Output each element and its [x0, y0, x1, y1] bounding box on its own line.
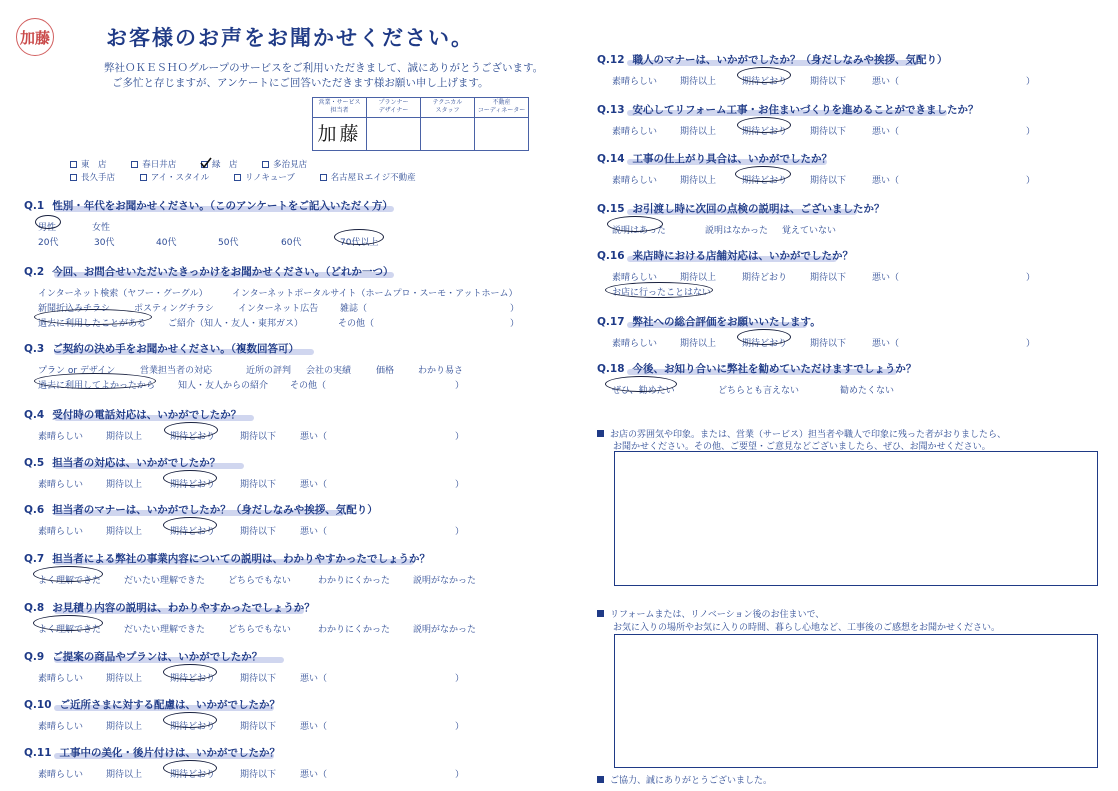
selected-answer-circle [334, 229, 384, 245]
question-text: 担当者の対応は、いかがでしたか？ [52, 457, 221, 469]
question-number: Q.12 [597, 54, 625, 66]
question-text: 職人のマナーは、いかがでしたか？（身だしなみや挨拶、気配り） [632, 54, 948, 66]
answer-option[interactable]: 素晴らしい [612, 176, 658, 186]
answer-option[interactable]: ） [1026, 77, 1036, 87]
answer-option[interactable]: 期待以下 [810, 176, 847, 186]
question-q5 [24, 455, 220, 470]
question-number: Q.17 [597, 316, 625, 328]
answer-option[interactable]: インターネット検索（ヤフー・グーグル） [38, 289, 208, 299]
checkbox-icon [131, 161, 138, 168]
staff-cell-technical[interactable] [421, 118, 475, 151]
answer-option[interactable]: 60代 [281, 238, 302, 248]
answer-option[interactable]: 期待以上 [680, 77, 717, 87]
branch-nagoya-rage[interactable]: 名古屋Ｒエイジ不動産 [320, 173, 416, 183]
question-number: Q.18 [597, 363, 625, 375]
answer-option[interactable]: 期待以下 [240, 432, 277, 442]
question-text: 担当者による弊社の事業内容についての説明は、わかりやすかったでしょうか？ [52, 553, 431, 565]
answer-option[interactable]: 説明がなかった [413, 576, 477, 586]
question-q12 [597, 52, 948, 67]
checkbox-icon [234, 174, 241, 181]
answer-option[interactable]: 過去に利用してよかったから [38, 381, 156, 391]
question-text: お見積り内容の説明は、わかりやすかったでしょうか？ [52, 602, 315, 614]
answer-option[interactable]: 悪い（ [300, 432, 328, 442]
answer-option[interactable]: どちらとも言えない [718, 386, 800, 396]
question-number: Q.1 [24, 200, 45, 212]
answer-option[interactable]: 素晴らしい [612, 273, 658, 283]
question-number: Q.9 [24, 651, 45, 663]
selected-answer-circle [33, 615, 103, 631]
answer-option[interactable]: ） [510, 319, 520, 329]
answer-option[interactable]: 期待どおり [170, 722, 216, 732]
staff-header-technical: テクニカル スタッフ [421, 98, 475, 118]
answer-option[interactable]: だいたい理解できた [124, 625, 206, 635]
checkbox-icon [262, 161, 269, 168]
answer-option[interactable]: 説明がなかった [413, 625, 477, 635]
question-number: Q.5 [24, 457, 45, 469]
branch-row-1 [70, 158, 329, 170]
question-text: 来店時における店舗対応は、いかがでしたか？ [632, 250, 854, 262]
answer-option[interactable]: 雑誌（ [340, 304, 368, 314]
question-text: 工事の仕上がり具合は、いかがでしたか？ [632, 153, 833, 165]
branch-tajimi[interactable]: 多治見店 [262, 160, 307, 170]
selected-answer-circle [737, 67, 791, 83]
answer-option[interactable]: ） [455, 432, 465, 442]
answer-option[interactable]: 期待以下 [240, 480, 277, 490]
free1-line-2: お聞かせください。その他、ご要望・ご意見などございましたら、ぜひ、お聞かせください。 [613, 442, 991, 452]
checkbox-icon [70, 174, 77, 181]
answer-option[interactable]: 覚えていない [782, 226, 837, 236]
answer-option[interactable]: 期待以上 [106, 770, 143, 780]
answer-option[interactable]: 悪い（ [872, 176, 900, 186]
answer-option[interactable]: ） [1026, 273, 1036, 283]
answer-option[interactable]: 期待以上 [106, 480, 143, 490]
selected-answer-circle [33, 566, 103, 582]
answer-option[interactable]: 素晴らしい [612, 77, 658, 87]
answer-option[interactable]: 期待以上 [106, 722, 143, 732]
answer-option[interactable]: ） [455, 722, 465, 732]
question-text: お引渡し時に次回の点検の説明は、ございましたか？ [632, 203, 885, 215]
answer-option[interactable]: その他（ [338, 319, 375, 329]
answer-option[interactable]: 男性 [38, 223, 57, 233]
question-q15 [597, 201, 885, 216]
answer-option[interactable]: 期待以下 [810, 77, 847, 87]
free2-line-2: お気に入りの場所やお気に入りの時間、暮らし心地など、工事後のご感想をお聞かせください。 [613, 623, 1001, 633]
question-text: 安心してリフォーム工事・お住まいづくりを進めることができましたか？ [632, 104, 979, 116]
question-text: 弊社への総合評価をお願いいたします。 [632, 316, 821, 328]
question-number: Q.6 [24, 504, 45, 516]
answer-option[interactable]: 70代以上 [340, 238, 379, 248]
staff-cell-realestate[interactable] [475, 118, 529, 151]
branch-row-2 [70, 171, 438, 183]
answer-option[interactable]: わかりにくかった [318, 625, 391, 635]
question-number: Q.2 [24, 266, 45, 278]
answer-option[interactable]: どちらでもない [228, 625, 291, 635]
question-text: ご契約の決め手をお聞かせください。（複数回答可） [52, 343, 299, 355]
question-q8 [24, 600, 315, 615]
answer-option[interactable]: 期待どおり [742, 339, 788, 349]
question-q14 [597, 151, 832, 166]
answer-option[interactable]: 期待どおり [170, 770, 216, 780]
intro-line-2: ご多忙と存じますが、アンケートにご回答いただきます様お願い申し上げます。 [112, 77, 489, 89]
question-number: Q.13 [597, 104, 625, 116]
branch-midori[interactable]: 緑 店 [201, 160, 238, 170]
selected-answer-circle [164, 422, 218, 438]
answer-option[interactable]: 価格 [376, 366, 395, 376]
answer-option[interactable]: 期待どおり [170, 674, 216, 684]
closing-text: ご協力、誠にありがとうございました。 [597, 773, 772, 786]
question-q4 [24, 407, 241, 422]
answer-option[interactable]: 期待以下 [240, 770, 277, 780]
answer-option[interactable]: ぜひ、勧めたい [612, 386, 675, 396]
question-q18 [597, 361, 916, 376]
answer-option[interactable]: ） [455, 527, 465, 537]
square-bullet-icon [597, 776, 604, 783]
answer-option[interactable]: 素晴らしい [38, 770, 84, 780]
answer-option[interactable]: 素晴らしい [38, 674, 84, 684]
branch-renocube[interactable]: リノキューブ [234, 173, 295, 183]
branch-kasugai[interactable]: 春日井店 [131, 160, 176, 170]
answer-option[interactable]: 素晴らしい [612, 127, 658, 137]
checkbox-checked-icon [201, 161, 208, 168]
question-number: Q.11 [24, 747, 52, 759]
question-number: Q.4 [24, 409, 45, 421]
answer-option[interactable]: 期待どおり [742, 176, 788, 186]
answer-option[interactable]: インターネットポータルサイト（ホームプロ・スーモ・アットホーム） [232, 289, 518, 299]
answer-option[interactable]: 期待以上 [680, 273, 717, 283]
answer-option[interactable]: 悪い（ [872, 127, 900, 137]
branch-east[interactable]: 東 店 [70, 160, 107, 170]
answer-option[interactable]: 40代 [156, 238, 177, 248]
staff-header-realestate: 不動産 コーディネーター [475, 98, 529, 118]
answer-option[interactable]: ） [1026, 339, 1036, 349]
answer-option[interactable]: ） [455, 480, 465, 490]
question-q6 [24, 502, 378, 517]
answer-option[interactable]: 説明はなかった [705, 226, 769, 236]
checkbox-icon [70, 161, 77, 168]
answer-option[interactable]: ） [455, 381, 465, 391]
question-number: Q.3 [24, 343, 45, 355]
answer-option[interactable]: どちらでもない [228, 576, 291, 586]
answer-option[interactable]: 素晴らしい [612, 339, 658, 349]
square-bullet-icon [597, 610, 604, 617]
answer-option[interactable]: 期待どおり [170, 527, 216, 537]
checkbox-icon [320, 174, 327, 181]
question-text: 性別・年代をお聞かせください。（このアンケートをご記入いただく方） [52, 200, 393, 212]
answer-option[interactable]: だいたい理解できた [124, 576, 206, 586]
question-number: Q.7 [24, 553, 45, 565]
answer-option[interactable]: 素晴らしい [38, 432, 84, 442]
answer-option[interactable]: 知人・友人からの紹介 [178, 381, 269, 391]
selected-answer-circle [163, 517, 217, 533]
question-q1 [24, 198, 393, 213]
answer-option[interactable]: 会社の実績 [306, 366, 352, 376]
answer-option[interactable]: わかり易さ [418, 366, 464, 376]
selected-answer-circle [737, 329, 791, 345]
answer-option[interactable]: 悪い（ [872, 77, 900, 87]
answer-option[interactable]: 素晴らしい [38, 722, 84, 732]
answer-option[interactable]: 悪い（ [872, 273, 900, 283]
answer-option[interactable]: 期待以上 [106, 674, 143, 684]
selected-answer-circle [163, 664, 217, 680]
question-q9 [24, 649, 262, 664]
selected-answer-circle [163, 712, 217, 728]
staff-cell-planner[interactable] [367, 118, 421, 151]
question-q16 [597, 248, 853, 263]
selected-answer-circle [735, 166, 791, 182]
answer-option[interactable]: 期待以下 [240, 722, 277, 732]
answer-option[interactable]: 期待以上 [106, 527, 143, 537]
answer-option[interactable]: 期待以下 [810, 273, 847, 283]
question-text: 担当者のマナーは、いかがでしたか？（身だしなみや挨拶、気配り） [52, 504, 378, 516]
answer-option[interactable]: 期待どおり [742, 77, 788, 87]
answer-option[interactable]: 女性 [92, 223, 111, 233]
answer-option[interactable]: 勧めたくない [840, 386, 895, 396]
branch-istyle[interactable]: アイ・スタイル [140, 173, 210, 183]
answer-option[interactable]: 素晴らしい [38, 480, 84, 490]
selected-answer-circle [737, 117, 791, 133]
answer-option[interactable]: 期待どおり [170, 432, 216, 442]
staff-cell-sales[interactable] [313, 118, 367, 151]
free-comment-box-2[interactable] [614, 634, 1098, 768]
question-text: 今回、お問合せいただいたきっかけをお聞かせください。（どれか一つ） [52, 266, 394, 278]
answer-option[interactable]: お店に行ったことはない [612, 288, 712, 298]
free1-line-1: お店の雰囲気や印象。または、営業（サービス）担当者や職人で印象に残った者がおりましたら、 [597, 427, 1006, 440]
question-number: Q.14 [597, 153, 625, 165]
question-text: 受付時の電話対応は、いかがでしたか？ [52, 409, 242, 421]
answer-option[interactable]: 悪い（ [300, 770, 328, 780]
answer-option[interactable]: プラン or デザイン [38, 366, 116, 376]
answer-option[interactable]: 新聞折込みチラシ [38, 304, 111, 314]
answer-option[interactable]: 期待以上 [680, 176, 717, 186]
selected-answer-circle [607, 216, 663, 232]
question-number: Q.16 [597, 250, 625, 262]
answer-option[interactable]: 悪い（ [300, 480, 328, 490]
answer-option[interactable]: 過去に利用したことがある [38, 319, 147, 329]
staff-header-sales: 営業・サービス 担当者 [313, 98, 367, 118]
answer-option[interactable]: 期待以下 [240, 527, 277, 537]
handwritten-name: 加藤 [317, 123, 362, 145]
answer-option[interactable]: ） [455, 674, 465, 684]
staff-table [312, 97, 529, 151]
answer-option[interactable]: 営業担当者の対応 [140, 366, 213, 376]
question-text: ご提案の商品やプランは、いかがでしたか？ [52, 651, 263, 663]
answer-option[interactable]: 説明はあった [612, 226, 666, 236]
answer-option[interactable]: ） [510, 304, 520, 314]
answer-option[interactable]: 悪い（ [300, 674, 328, 684]
selected-answer-circle [605, 282, 713, 298]
answer-option[interactable]: 期待以下 [810, 339, 847, 349]
answer-option[interactable]: ご紹介（知人・友人・東邦ガス） [168, 319, 304, 329]
answer-option[interactable]: ポスティングチラシ [134, 304, 214, 314]
answer-option[interactable]: よく理解できた [38, 625, 102, 635]
answer-option[interactable]: 50代 [218, 238, 239, 248]
answer-option[interactable]: ） [1026, 176, 1036, 186]
question-number: Q.10 [24, 699, 52, 711]
answer-option[interactable]: 近所の評判 [246, 366, 292, 376]
question-q3 [24, 341, 299, 356]
answer-option[interactable]: 期待以上 [106, 432, 143, 442]
free-comment-box-1[interactable] [614, 451, 1098, 586]
answer-option[interactable]: よく理解できた [38, 576, 102, 586]
question-number: Q.8 [24, 602, 45, 614]
answer-option[interactable]: 期待以下 [240, 674, 277, 684]
intro-line-1: 弊社ＯＫＥＳＨＯグループのサービスをご利用いただきまして、誠にありがとうございます。 [104, 62, 544, 74]
answer-option[interactable]: ） [1026, 127, 1036, 137]
question-text: 今後、お知り合いに弊社を勧めていただけますでしょうか？ [632, 363, 917, 375]
answer-option[interactable]: 30代 [94, 238, 115, 248]
answer-option[interactable]: 期待以下 [810, 127, 847, 137]
answer-option[interactable]: 20代 [38, 238, 59, 248]
staff-header-planner: プランナー デザイナー [367, 98, 421, 118]
square-bullet-icon [597, 430, 604, 437]
answer-option[interactable]: 期待どおり [170, 480, 216, 490]
question-q13 [597, 102, 979, 117]
answer-option[interactable]: その他（ [290, 381, 327, 391]
selected-answer-circle [605, 376, 677, 392]
checkbox-icon [140, 174, 147, 181]
selected-answer-circle [163, 470, 217, 486]
question-q17 [597, 314, 821, 329]
question-text: 工事中の美化・後片付けは、いかがでしたか？ [59, 747, 281, 759]
answer-option[interactable]: 期待どおり [742, 127, 788, 137]
answer-option[interactable]: 期待どおり [742, 273, 788, 283]
answer-option[interactable]: わかりにくかった [318, 576, 391, 586]
selected-answer-circle [163, 760, 217, 776]
page-title: お客様のお声をお聞かせください。 [106, 26, 474, 50]
question-q7 [24, 551, 430, 566]
answer-option[interactable]: 期待以上 [680, 127, 717, 137]
selected-answer-circle [34, 309, 152, 325]
answer-option[interactable]: 悪い（ [300, 527, 328, 537]
selected-answer-circle [34, 373, 156, 389]
question-q11 [24, 745, 280, 760]
answer-option[interactable]: 悪い（ [300, 722, 328, 732]
question-q10 [24, 697, 280, 712]
selected-answer-circle [35, 215, 61, 229]
seal-stamp: 加藤 [16, 18, 54, 56]
free2-line-1: リフォームまたは、リノベーション後のお住まいで、 [597, 607, 824, 620]
question-q2 [24, 264, 393, 279]
answer-option[interactable]: 悪い（ [872, 339, 900, 349]
answer-option[interactable]: 期待以上 [680, 339, 717, 349]
question-text: ご近所さまに対する配慮は、いかがでしたか？ [59, 699, 281, 711]
branch-nagakute[interactable]: 長久手店 [70, 173, 115, 183]
answer-option[interactable]: ） [455, 770, 465, 780]
question-number: Q.15 [597, 203, 625, 215]
answer-option[interactable]: 素晴らしい [38, 527, 84, 537]
answer-option[interactable]: インターネット広告 [238, 304, 319, 314]
